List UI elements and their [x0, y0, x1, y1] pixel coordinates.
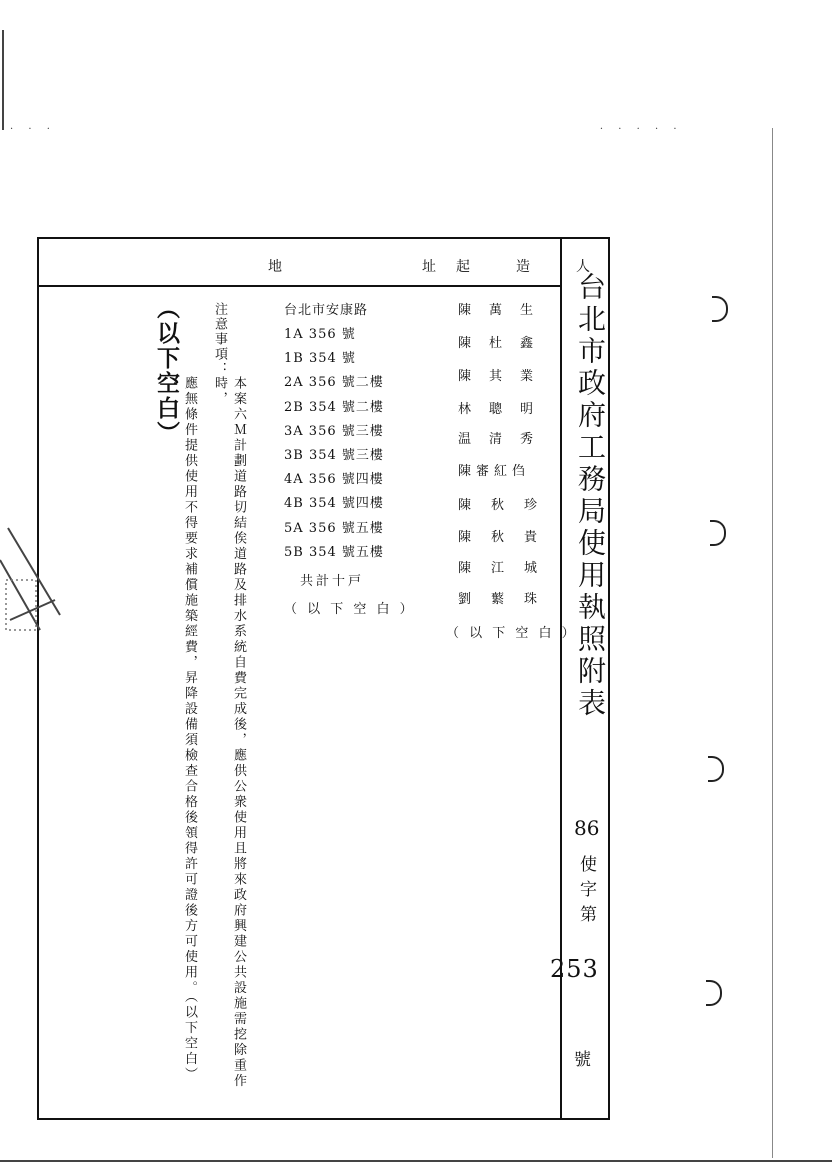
- notes-line-2: 應無條件提供使用不得要求補償施築經費，昇降設備須檢查合格後領得許可證後方可使用。（以下空白）: [182, 376, 197, 1083]
- address-row: 4B 354 號四樓: [284, 496, 384, 511]
- notes-line-1: 本案六Ｍ計劃道路切結俟道路及排水系統自費完成後，應供公衆使用且將來政府興建公共設施需挖除重作時，: [212, 376, 246, 1089]
- permit-year: 86: [574, 816, 600, 840]
- address-row: 4A 356 號四樓: [284, 472, 384, 487]
- owner-row: 陳杜鑫: [458, 336, 552, 351]
- binding-hole-mark: [710, 520, 726, 546]
- owner-row: 陳秋貴: [458, 530, 558, 545]
- owner-row: 陳江城: [458, 561, 558, 576]
- header-divider: [37, 285, 562, 287]
- scan-edge-bottom: [0, 1160, 832, 1162]
- permit-suffix: 號: [574, 1050, 591, 1070]
- address-row: 1B 354 號: [284, 351, 356, 366]
- owner-row: 陳秋珍: [458, 498, 558, 513]
- scan-edge-left: [2, 30, 4, 130]
- owner-row: 温清秀: [458, 432, 552, 447]
- owner-row: 陳其業: [458, 369, 552, 384]
- owner-row: 劉蘩珠: [458, 592, 558, 607]
- address-row: 2B 354 號二樓: [284, 400, 384, 415]
- binding-hole-mark: [708, 756, 724, 782]
- blank-marker: （以下空白）: [153, 296, 180, 446]
- title-column-divider: [560, 237, 562, 1120]
- owner-row: 陳萬生: [458, 303, 552, 318]
- address-total: 共計十戸: [300, 574, 365, 589]
- address-row: 3A 356 號三樓: [284, 424, 384, 439]
- owner-row: 林聰明: [458, 402, 552, 417]
- notes-label: 注意事項：: [212, 302, 227, 377]
- owners-blank: （ 以 下 空 白 ）: [446, 626, 578, 641]
- permit-number: 253: [550, 955, 599, 983]
- header-address: 地 址: [268, 259, 436, 275]
- address-row: 2A 356 號二樓: [284, 375, 384, 390]
- binding-hole-mark: [706, 980, 722, 1006]
- address-row: 1A 356 號: [284, 327, 356, 342]
- stamp-remnant-icon: [0, 520, 70, 650]
- address-row: 5B 354 號五樓: [284, 545, 384, 560]
- address-row: 3B 354 號三樓: [284, 448, 384, 463]
- address-row: 5A 356 號五樓: [284, 521, 384, 536]
- owner-row: 陳審紅㑇: [458, 464, 531, 479]
- scan-dots: · · · · · · · ·: [10, 124, 683, 135]
- binding-hole-mark: [712, 296, 728, 322]
- address-blank: （ 以 下 空 白 ）: [284, 602, 416, 617]
- scan-edge-right: [772, 128, 773, 1158]
- document-title: 台北市政府工務局使用執照附表: [574, 272, 607, 720]
- address-street: 台北市安康路: [284, 303, 369, 318]
- permit-word: 使字第: [576, 855, 596, 930]
- header-owner: 起 造 人: [456, 259, 606, 275]
